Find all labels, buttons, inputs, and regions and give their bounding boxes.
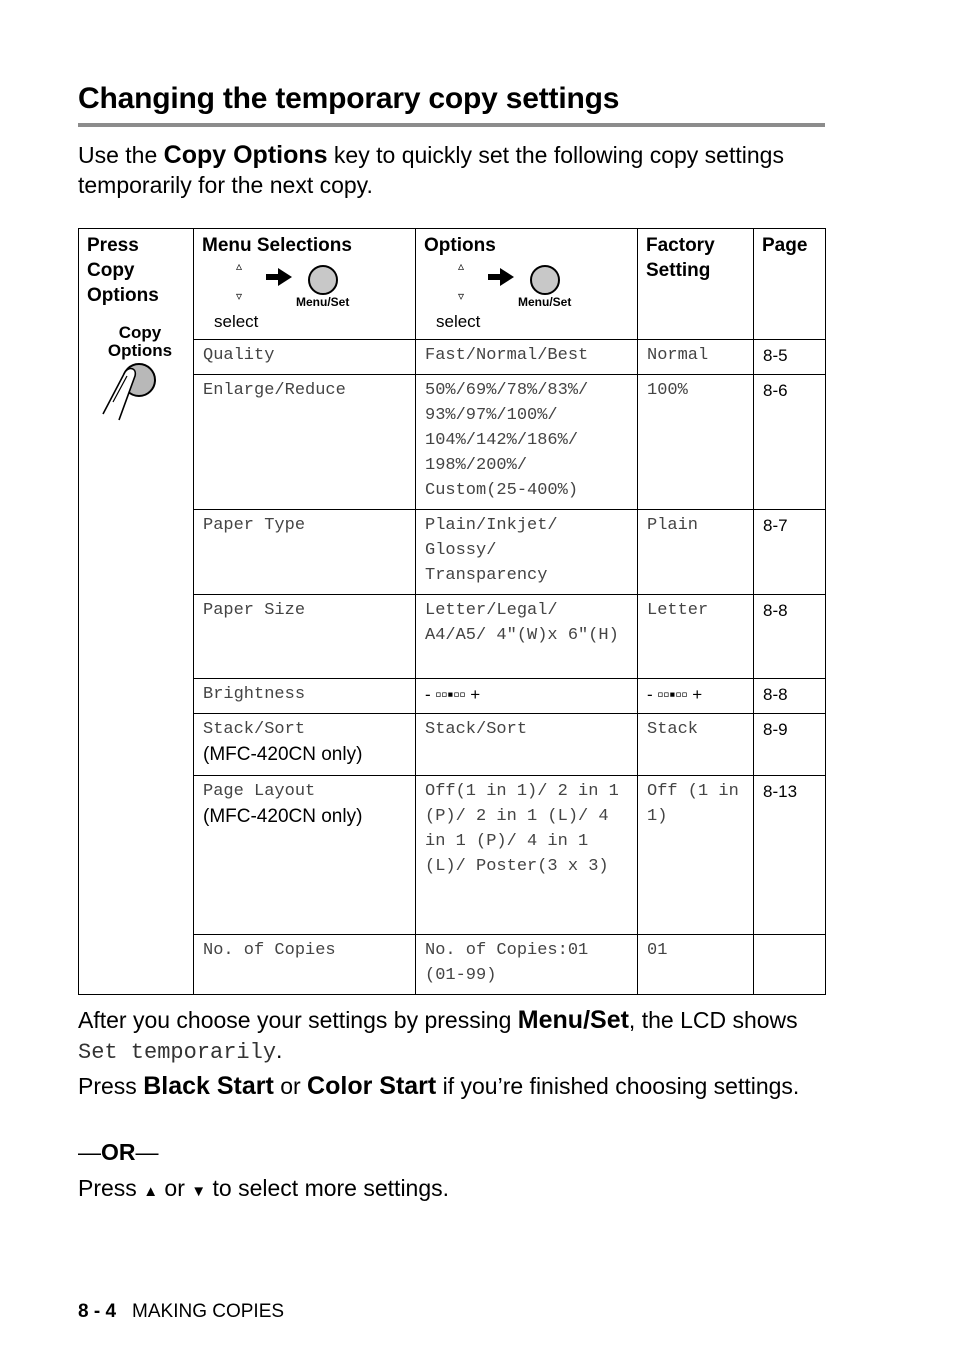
- select-label: select: [214, 312, 259, 331]
- row-menu-label: Stack/Sort: [203, 720, 306, 739]
- press-or: or: [273, 1073, 308, 1099]
- row-factory: Normal: [638, 340, 754, 375]
- row-page: 8-8: [754, 595, 826, 679]
- row-menu: Paper Type: [194, 510, 416, 595]
- header-menu-label: Menu Selections: [202, 235, 352, 256]
- row-factory: Letter: [638, 595, 754, 679]
- table-header-row: [79, 229, 826, 340]
- lcd-message: Set temporarily: [78, 1040, 277, 1065]
- up-arrow-icon: ▵: [236, 259, 243, 273]
- header-page: Page: [754, 229, 826, 340]
- select-label: select: [436, 312, 481, 331]
- row-menu: Quality: [194, 340, 416, 375]
- row-factory: Stack: [638, 714, 754, 776]
- after-mid: , the LCD shows: [628, 1007, 798, 1033]
- row-options: Letter/Legal/ A4/A5/ 4"(W)x 6"(H): [416, 595, 638, 679]
- footer-section: MAKING COPIES: [132, 1301, 285, 1322]
- row-options: Fast/Normal/Best: [416, 340, 638, 375]
- menu-set-label: Menu/Set: [518, 295, 572, 309]
- row-page: 8-5: [754, 340, 826, 375]
- copy-options-key-icon: [99, 362, 163, 424]
- row-page: 8-13: [754, 776, 826, 935]
- row-options: Off(1 in 1)/ 2 in 1 (P)/ 2 in 1 (L)/ 4 in 1 (P)/ 4 in 1 (L)/ Poster(3 x 3): [416, 776, 638, 935]
- after-end: .: [276, 1037, 283, 1063]
- row-menu: Paper Size: [194, 595, 416, 679]
- or-separator: [78, 1137, 159, 1167]
- press3-or: or: [158, 1175, 192, 1201]
- header-options: [416, 229, 638, 340]
- menu-set-key: Menu/Set: [517, 1006, 629, 1034]
- row-factory-brightness-scale: - ▫▫▪▫▫ +: [638, 679, 754, 714]
- row-page: 8-8: [754, 679, 826, 714]
- right-arrow-icon: [488, 268, 514, 286]
- down-triangle-icon: ▼: [191, 1183, 207, 1200]
- row-menu: No. of Copies: [194, 935, 416, 995]
- intro-paragraph: [78, 140, 838, 200]
- copy-options-key-label: Copy Options: [107, 323, 173, 360]
- after-paragraph: [78, 1005, 838, 1068]
- row-page: 8-7: [754, 510, 826, 595]
- options-nav-illustration: [436, 259, 616, 335]
- or-dash-left: —: [78, 1139, 101, 1165]
- row-menu: Brightness: [194, 679, 416, 714]
- row-page: 8-6: [754, 375, 826, 510]
- row-menu-note: (MFC-420CN only): [203, 806, 363, 827]
- row-menu-label: Page Layout: [203, 782, 316, 801]
- up-triangle-icon: ▲: [143, 1183, 159, 1200]
- press3-before: Press: [78, 1175, 144, 1201]
- row-page: [754, 935, 826, 995]
- menu-set-button-icon: [530, 265, 560, 295]
- title-underline: [78, 123, 825, 127]
- intro-after: key to quickly set the following copy settings temporarily for the next copy.: [78, 142, 784, 198]
- menu-set-button-icon: [308, 265, 338, 295]
- row-factory: 100%: [638, 375, 754, 510]
- row-menu: Enlarge/Reduce: [194, 375, 416, 510]
- intro-key-copy-options: Copy Options: [163, 141, 328, 169]
- press-before: Press: [78, 1073, 144, 1099]
- row-factory: 01: [638, 935, 754, 995]
- press-start-paragraph: [78, 1071, 838, 1101]
- copy-options-table: [78, 228, 826, 995]
- row-menu: [194, 776, 416, 935]
- after-before: After you choose your settings by pressing: [78, 1007, 518, 1033]
- row-options: No. of Copies:01 (01-99): [416, 935, 638, 995]
- footer-page-number: 8 - 4: [78, 1301, 117, 1322]
- row-options: Stack/Sort: [416, 714, 638, 776]
- row-factory: Off (1 in 1): [638, 776, 754, 935]
- press-after: if you’re finished choosing settings.: [436, 1073, 800, 1099]
- row-page: 8-9: [754, 714, 826, 776]
- intro-before: Use the: [78, 142, 164, 168]
- row-options: Plain/Inkjet/ Glossy/ Transparency: [416, 510, 638, 595]
- or-dash-right: —: [135, 1139, 159, 1165]
- right-arrow-icon: [266, 268, 292, 286]
- black-start-key: Black Start: [143, 1072, 274, 1100]
- row-menu: [194, 714, 416, 776]
- row-factory: Plain: [638, 510, 754, 595]
- select-more-paragraph: [78, 1173, 449, 1207]
- row-options-brightness-scale: - ▫▫▪▫▫ +: [416, 679, 638, 714]
- down-arrow-icon: ▿: [236, 289, 243, 303]
- header-menu-selections: [194, 229, 416, 340]
- menu-nav-illustration: [214, 259, 394, 335]
- press-copy-options-cell: [79, 229, 194, 995]
- page-footer: [78, 1301, 284, 1323]
- row-options: 50%/69%/78%/83%/ 93%/97%/100%/ 104%/142%/186%/ 198%/200%/ Custom(25-400%): [416, 375, 638, 510]
- header-options-label: Options: [424, 235, 496, 256]
- menu-set-label: Menu/Set: [296, 295, 350, 309]
- page-title: Changing the temporary copy settings: [78, 82, 620, 115]
- header-factory-setting: Factory Setting: [638, 229, 754, 340]
- or-word: OR: [101, 1139, 136, 1165]
- up-arrow-icon: ▵: [458, 259, 465, 273]
- down-arrow-icon: ▿: [458, 289, 465, 303]
- color-start-key: Color Start: [307, 1072, 437, 1100]
- row-menu-note: (MFC-420CN only): [203, 744, 363, 765]
- header-press: Press Copy Options: [87, 235, 159, 306]
- press3-after: to select more settings.: [206, 1175, 450, 1201]
